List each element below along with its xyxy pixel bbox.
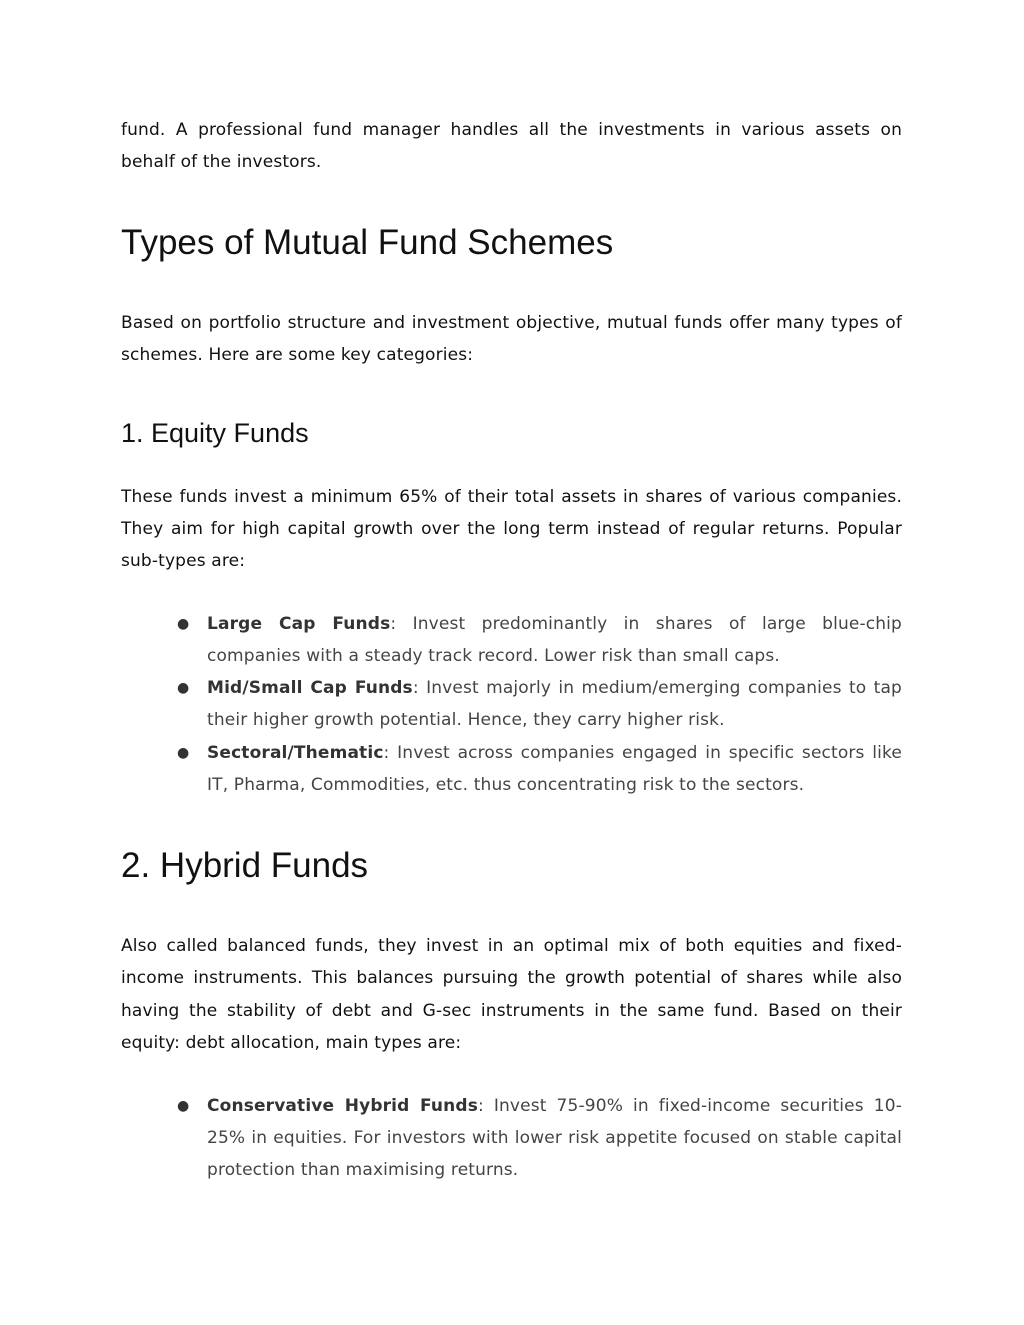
list-item-separator: : (412, 678, 427, 699)
bullet-icon: ● (177, 1097, 190, 1114)
bullet-icon: ● (177, 615, 190, 632)
list-item-separator: : (390, 613, 413, 634)
bullet-icon: ● (177, 680, 190, 697)
list-item-text: Invest 75-90% in fixed-income securities 10-25% in equities. For investors with lower risk appetite focused on stable capital protection than maximising returns. (207, 1095, 902, 1181)
section-heading-types: Types of Mutual Fund Schemes (121, 222, 614, 262)
hybrid-heading: 2. Hybrid Funds (121, 846, 369, 886)
equity-heading: 1. Equity Funds (121, 417, 309, 448)
intro-paragraph: fund. A professional fund manager handles all the investments in various assets on behalf of the investors. (121, 120, 902, 173)
equity-subtypes-list (121, 608, 902, 801)
document-page (121, 114, 902, 1186)
list-item (177, 672, 902, 736)
hybrid-types-list (121, 1090, 902, 1187)
hybrid-paragraph: Also called balanced funds, they invest in an optimal mix of both equities and fixed-income instruments. This balances pursuing the growth potential of shares while also having the stability of debt and G-sec instruments in the same fund. Based on their equity: debt allocation, main types are: (121, 936, 902, 1054)
list-item-term: Large Cap Funds (207, 613, 391, 634)
list-item-term: Conservative Hybrid Funds (207, 1095, 478, 1116)
list-item-text: Invest predominantly in shares of large blue-chip companies with a steady track record. Lower risk than small caps. (207, 613, 902, 667)
list-item-text: Invest majorly in medium/emerging companies to tap their higher growth potential. Hence, they carry higher risk. (207, 678, 902, 731)
list-item (177, 737, 903, 801)
bullet-icon: ● (177, 744, 190, 761)
list-item-separator: : (477, 1095, 494, 1116)
types-paragraph: Based on portfolio structure and investment objective, mutual funds offer many types of schemes. Here are some key categories: (121, 312, 902, 366)
list-item-separator: : (383, 742, 398, 763)
list-item (177, 608, 902, 672)
list-item-term: Mid/Small Cap Funds (207, 678, 413, 699)
list-item-text: Invest across companies engaged in specific sectors like IT, Pharma, Commodities, etc. thus concentrating risk to the sectors. (207, 742, 903, 795)
equity-paragraph: These funds invest a minimum 65% of their total assets in shares of various companies. They aim for high capital growth over the long term instead of regular returns. Popular sub-types are: (121, 486, 902, 572)
list-item (177, 1090, 902, 1187)
list-item-term: Sectoral/Thematic (207, 742, 384, 763)
